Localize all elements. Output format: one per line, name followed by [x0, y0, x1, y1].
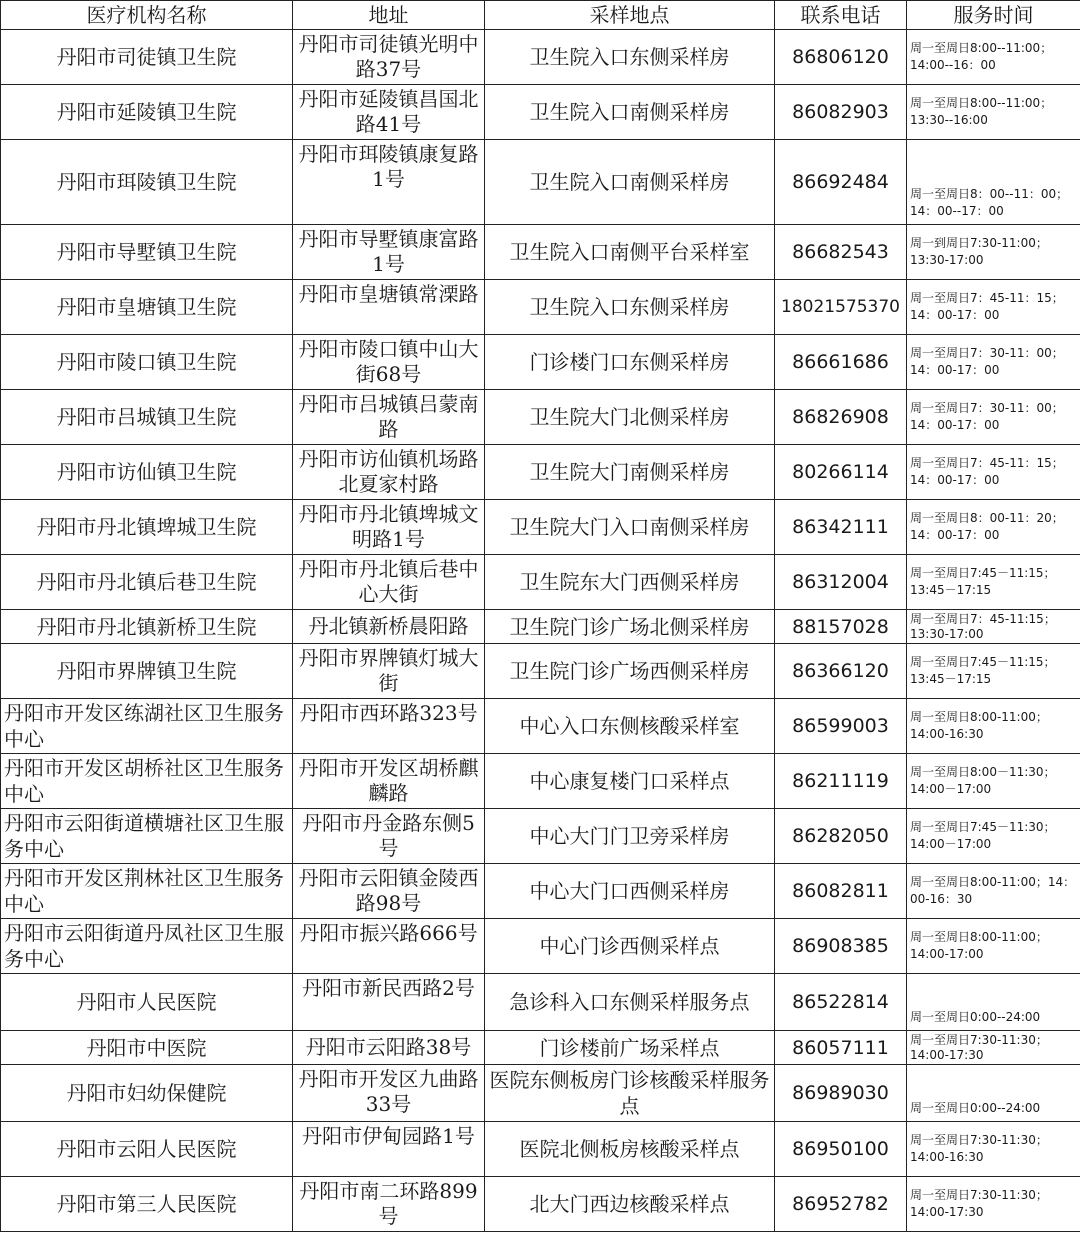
phone-number: 86952782: [775, 1177, 907, 1232]
service-hours: 周一至周日8：00-11：20；14：00-17：00: [907, 500, 1080, 555]
service-hours: 周一到周日7:30-11:00；13:30-17:00: [907, 225, 1080, 280]
table-row: [1, 225, 1080, 280]
service-hours: 周一至周日8:00-11:00；14：00-16：30: [907, 864, 1080, 919]
phone-number: 86989030: [775, 1065, 907, 1122]
phone-number: 86522814: [775, 974, 907, 1031]
table-row: [1, 699, 1080, 754]
sampling-site: 门诊楼门口东侧采样房: [485, 335, 775, 390]
phone-number: 86806120: [775, 30, 907, 85]
phone-number: 86282050: [775, 809, 907, 864]
address: 丹阳市司徒镇光明中路37号: [293, 30, 485, 85]
phone-number: 88157028: [775, 610, 907, 644]
institution-name: 丹阳市丹北镇新桥卫生院: [1, 610, 293, 644]
address: 丹阳市丹金路东侧5号: [293, 809, 485, 864]
address: 丹阳市延陵镇昌国北路41号: [293, 85, 485, 140]
sampling-site: 卫生院大门入口南侧采样房: [485, 500, 775, 555]
sampling-site: 中心门诊西侧采样点: [485, 919, 775, 974]
phone-number: 86950100: [775, 1122, 907, 1177]
institution-name: 丹阳市开发区荆林社区卫生服务中心: [1, 864, 293, 919]
address: 丹阳市导墅镇康富路1号: [293, 225, 485, 280]
header-phone: 联系电话: [775, 1, 907, 30]
table-row: [1, 140, 1080, 225]
address: 丹阳市吕城镇吕蒙南路: [293, 390, 485, 445]
address: 丹阳市开发区胡桥麒麟路: [293, 754, 485, 809]
table-row: [1, 919, 1080, 974]
table-row: [1, 280, 1080, 335]
institution-name: 丹阳市界牌镇卫生院: [1, 644, 293, 699]
phone-number: 80266114: [775, 445, 907, 500]
service-hours: 周一至周日8:00--11:00；13:30--16:00: [907, 85, 1080, 140]
phone-number: 86312004: [775, 555, 907, 610]
phone-number: 86366120: [775, 644, 907, 699]
sampling-site: 医院东侧板房门诊核酸采样服务点: [485, 1065, 775, 1122]
phone-number: 86826908: [775, 390, 907, 445]
address: 丹阳市访仙镇机场路北夏家村路: [293, 445, 485, 500]
institution-name: 丹阳市导墅镇卫生院: [1, 225, 293, 280]
phone-number: 86908385: [775, 919, 907, 974]
sampling-site: 中心入口东侧核酸采样室: [485, 699, 775, 754]
header-address: 地址: [293, 1, 485, 30]
phone-number: 86661686: [775, 335, 907, 390]
header-sampling-site: 采样地点: [485, 1, 775, 30]
phone-number: 86082811: [775, 864, 907, 919]
institution-name: 丹阳市延陵镇卫生院: [1, 85, 293, 140]
address: 丹北镇新桥晨阳路: [293, 610, 485, 644]
header-row: [1, 1, 1080, 30]
phone-number: 86692484: [775, 140, 907, 225]
institution-name: 丹阳市云阳街道丹凤社区卫生服务中心: [1, 919, 293, 974]
address: 丹阳市西环路323号: [293, 699, 485, 754]
sampling-site: 卫生院大门北侧采样房: [485, 390, 775, 445]
table-row: [1, 1177, 1080, 1232]
service-hours: 周一至周日0:00--24:00: [907, 974, 1080, 1031]
sampling-site: 卫生院大门南侧采样房: [485, 445, 775, 500]
table-row: [1, 335, 1080, 390]
sampling-site: 卫生院入口南侧采样房: [485, 140, 775, 225]
table-row: [1, 445, 1080, 500]
address: 丹阳市云阳镇金陵西路98号: [293, 864, 485, 919]
table-row: [1, 500, 1080, 555]
phone-number: 86057111: [775, 1031, 907, 1065]
institution-name: 丹阳市云阳街道横塘社区卫生服务中心: [1, 809, 293, 864]
table-row: [1, 974, 1080, 1031]
institution-name: 丹阳市妇幼保健院: [1, 1065, 293, 1122]
service-hours: 周一至周日8:00-11:00；14:00-17:00: [907, 919, 1080, 974]
service-hours: 周一至周日7：45-11：15；14：00-17：00: [907, 280, 1080, 335]
sampling-site: 卫生院入口南侧采样房: [485, 85, 775, 140]
address: 丹阳市云阳路38号: [293, 1031, 485, 1065]
institution-name: 丹阳市珥陵镇卫生院: [1, 140, 293, 225]
institution-name: 丹阳市皇塘镇卫生院: [1, 280, 293, 335]
table-row: [1, 754, 1080, 809]
institution-name: 丹阳市司徒镇卫生院: [1, 30, 293, 85]
sampling-site: 北大门西边核酸采样点: [485, 1177, 775, 1232]
table-row: [1, 864, 1080, 919]
table-row: [1, 644, 1080, 699]
institution-name: 丹阳市吕城镇卫生院: [1, 390, 293, 445]
address: 丹阳市丹北镇埤城文明路1号: [293, 500, 485, 555]
table-row: [1, 1031, 1080, 1065]
institution-name: 丹阳市丹北镇埤城卫生院: [1, 500, 293, 555]
sampling-site: 卫生院入口南侧平台采样室: [485, 225, 775, 280]
sampling-site: 卫生院门诊广场北侧采样房: [485, 610, 775, 644]
service-hours: 周一至周日7:30-11:30；14:00-16:30: [907, 1122, 1080, 1177]
table-row: [1, 809, 1080, 864]
address: 丹阳市陵口镇中山大街68号: [293, 335, 485, 390]
table-row: [1, 1065, 1080, 1122]
header-institution: 医疗机构名称: [1, 1, 293, 30]
service-hours: 周一至周日8:00-11:00；14:00-16:30: [907, 699, 1080, 754]
institution-name: 丹阳市陵口镇卫生院: [1, 335, 293, 390]
sampling-site: 中心康复楼门口采样点: [485, 754, 775, 809]
institution-name: 丹阳市云阳人民医院: [1, 1122, 293, 1177]
sampling-site: 中心大门门卫旁采样房: [485, 809, 775, 864]
header-service-hours: 服务时间: [907, 1, 1080, 30]
service-hours: 周一至周日7:30-11:30；14:00-17:30: [907, 1177, 1080, 1232]
sampling-site: 门诊楼前广场采样点: [485, 1031, 775, 1065]
service-hours: 周一至周日8:00--11:00；14:00--16：00: [907, 30, 1080, 85]
service-hours: 周一至周日8:00－11:30；14:00－17:00: [907, 754, 1080, 809]
institution-name: 丹阳市人民医院: [1, 974, 293, 1031]
institution-name: 丹阳市丹北镇后巷卫生院: [1, 555, 293, 610]
sampling-site: 中心大门口西侧采样房: [485, 864, 775, 919]
address: 丹阳市新民西路2号: [293, 974, 485, 1031]
service-hours: 周一至周日8：00--11：00；14：00--17：00: [907, 140, 1080, 225]
address: 丹阳市开发区九曲路33号: [293, 1065, 485, 1122]
sampling-site: 卫生院入口东侧采样房: [485, 30, 775, 85]
sampling-site: 急诊科入口东侧采样服务点: [485, 974, 775, 1031]
phone-number: 86342111: [775, 500, 907, 555]
service-hours: 周一至周日0:00--24:00: [907, 1065, 1080, 1122]
service-hours: 周一至周日7:45－11:15；13:45－17:15: [907, 644, 1080, 699]
sampling-site: 卫生院门诊广场西侧采样房: [485, 644, 775, 699]
institution-name: 丹阳市访仙镇卫生院: [1, 445, 293, 500]
address: 丹阳市丹北镇后巷中心大街: [293, 555, 485, 610]
institution-name: 丹阳市开发区胡桥社区卫生服务中心: [1, 754, 293, 809]
address: 丹阳市皇塘镇常溧路: [293, 280, 485, 335]
sampling-site: 医院北侧板房核酸采样点: [485, 1122, 775, 1177]
table-row: [1, 555, 1080, 610]
phone-number: 86599003: [775, 699, 907, 754]
phone-number: 86682543: [775, 225, 907, 280]
phone-number: 86211119: [775, 754, 907, 809]
table-row: [1, 85, 1080, 140]
institution-name: 丹阳市中医院: [1, 1031, 293, 1065]
service-hours: 周一至周日7：30-11：00；14：00-17：00: [907, 390, 1080, 445]
sampling-site: 卫生院入口东侧采样房: [485, 280, 775, 335]
sampling-site: 卫生院东大门西侧采样房: [485, 555, 775, 610]
service-hours: 周一至周日7：45-11：15；14：00-17：00: [907, 445, 1080, 500]
institution-name: 丹阳市开发区练湖社区卫生服务中心: [1, 699, 293, 754]
phone-number: 86082903: [775, 85, 907, 140]
service-hours: 周一至周日7:30-11:30；14:00-17:30: [907, 1031, 1080, 1065]
phone-number: 18021575370: [775, 280, 907, 335]
institution-name: 丹阳市第三人民医院: [1, 1177, 293, 1232]
service-hours: 周一至周日7：30-11：00；14：00-17：00: [907, 335, 1080, 390]
address: 丹阳市珥陵镇康复路1号: [293, 140, 485, 225]
address: 丹阳市振兴路666号: [293, 919, 485, 974]
address: 丹阳市界牌镇灯城大街: [293, 644, 485, 699]
service-hours: 周一至周日7：45-11:15；13:30-17:00: [907, 610, 1080, 644]
table-row: [1, 390, 1080, 445]
service-hours: 周一至周日7:45－11:30；14:00－17:00: [907, 809, 1080, 864]
address: 丹阳市伊甸园路1号: [293, 1122, 485, 1177]
service-hours: 周一至周日7:45－11:15；13:45－17:15: [907, 555, 1080, 610]
address: 丹阳市南二环路899号: [293, 1177, 485, 1232]
table-row: [1, 610, 1080, 644]
table-row: [1, 30, 1080, 85]
table-row: [1, 1122, 1080, 1177]
